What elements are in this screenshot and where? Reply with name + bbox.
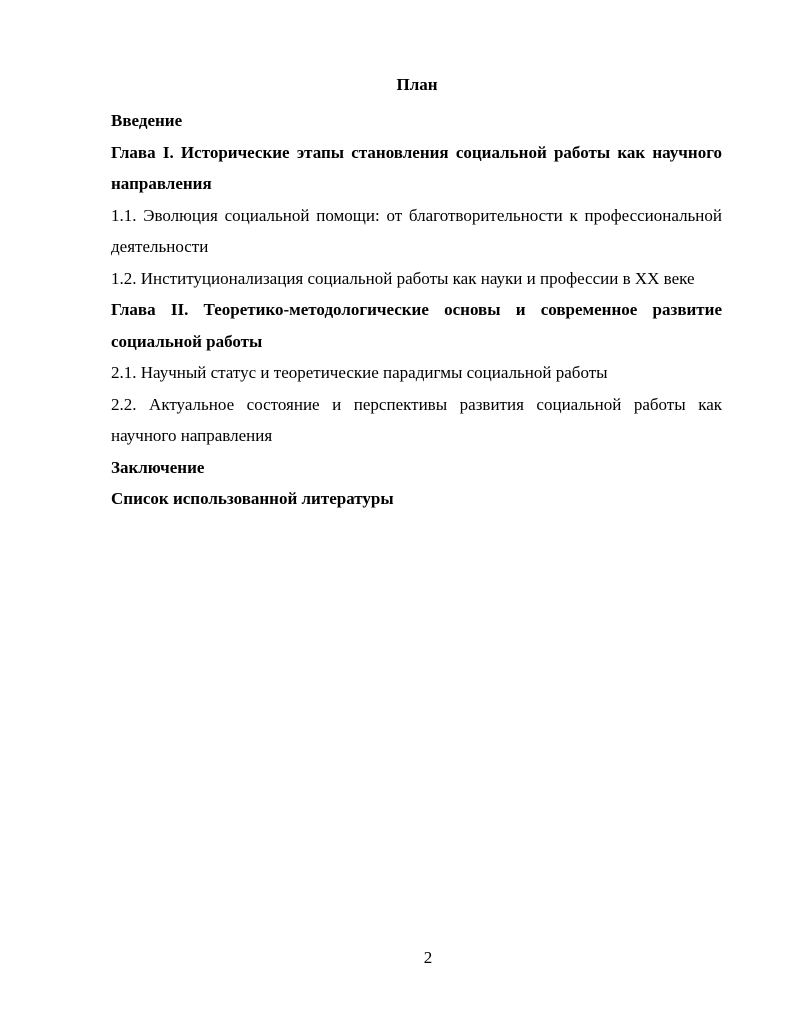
toc-entry-conclusion: Заключение (111, 457, 205, 477)
toc-entry-section-2-2: 2.2. Актуальное состояние и перспективы развития социальной работы как научного направления (111, 394, 722, 445)
toc-entry-section-1-1: 1.1. Эволюция социальной помощи: от благотворительности к профессиональной деятельности (111, 205, 722, 256)
toc-entry-section-2-1: 2.1. Научный статус и теоретические парадигмы социальной работы (111, 363, 608, 382)
page-number: 2 (423, 948, 433, 967)
page-title: План (396, 75, 438, 94)
toc-entry-introduction: Введение (111, 111, 183, 130)
toc-entry-references: Список использованной литературы (111, 489, 394, 508)
table-of-contents (111, 105, 722, 515)
toc-entry-section-1-2: 1.2. Институционализация социальной работы как науки и профессии в XX веке (111, 268, 695, 288)
toc-entry-chapter-2: Глава II. Теоретико-методологические основы и современное развитие социальной работы (111, 300, 722, 351)
toc-entry-chapter-1: Глава I. Исторические этапы становления социальной работы как научного направления (111, 142, 722, 193)
